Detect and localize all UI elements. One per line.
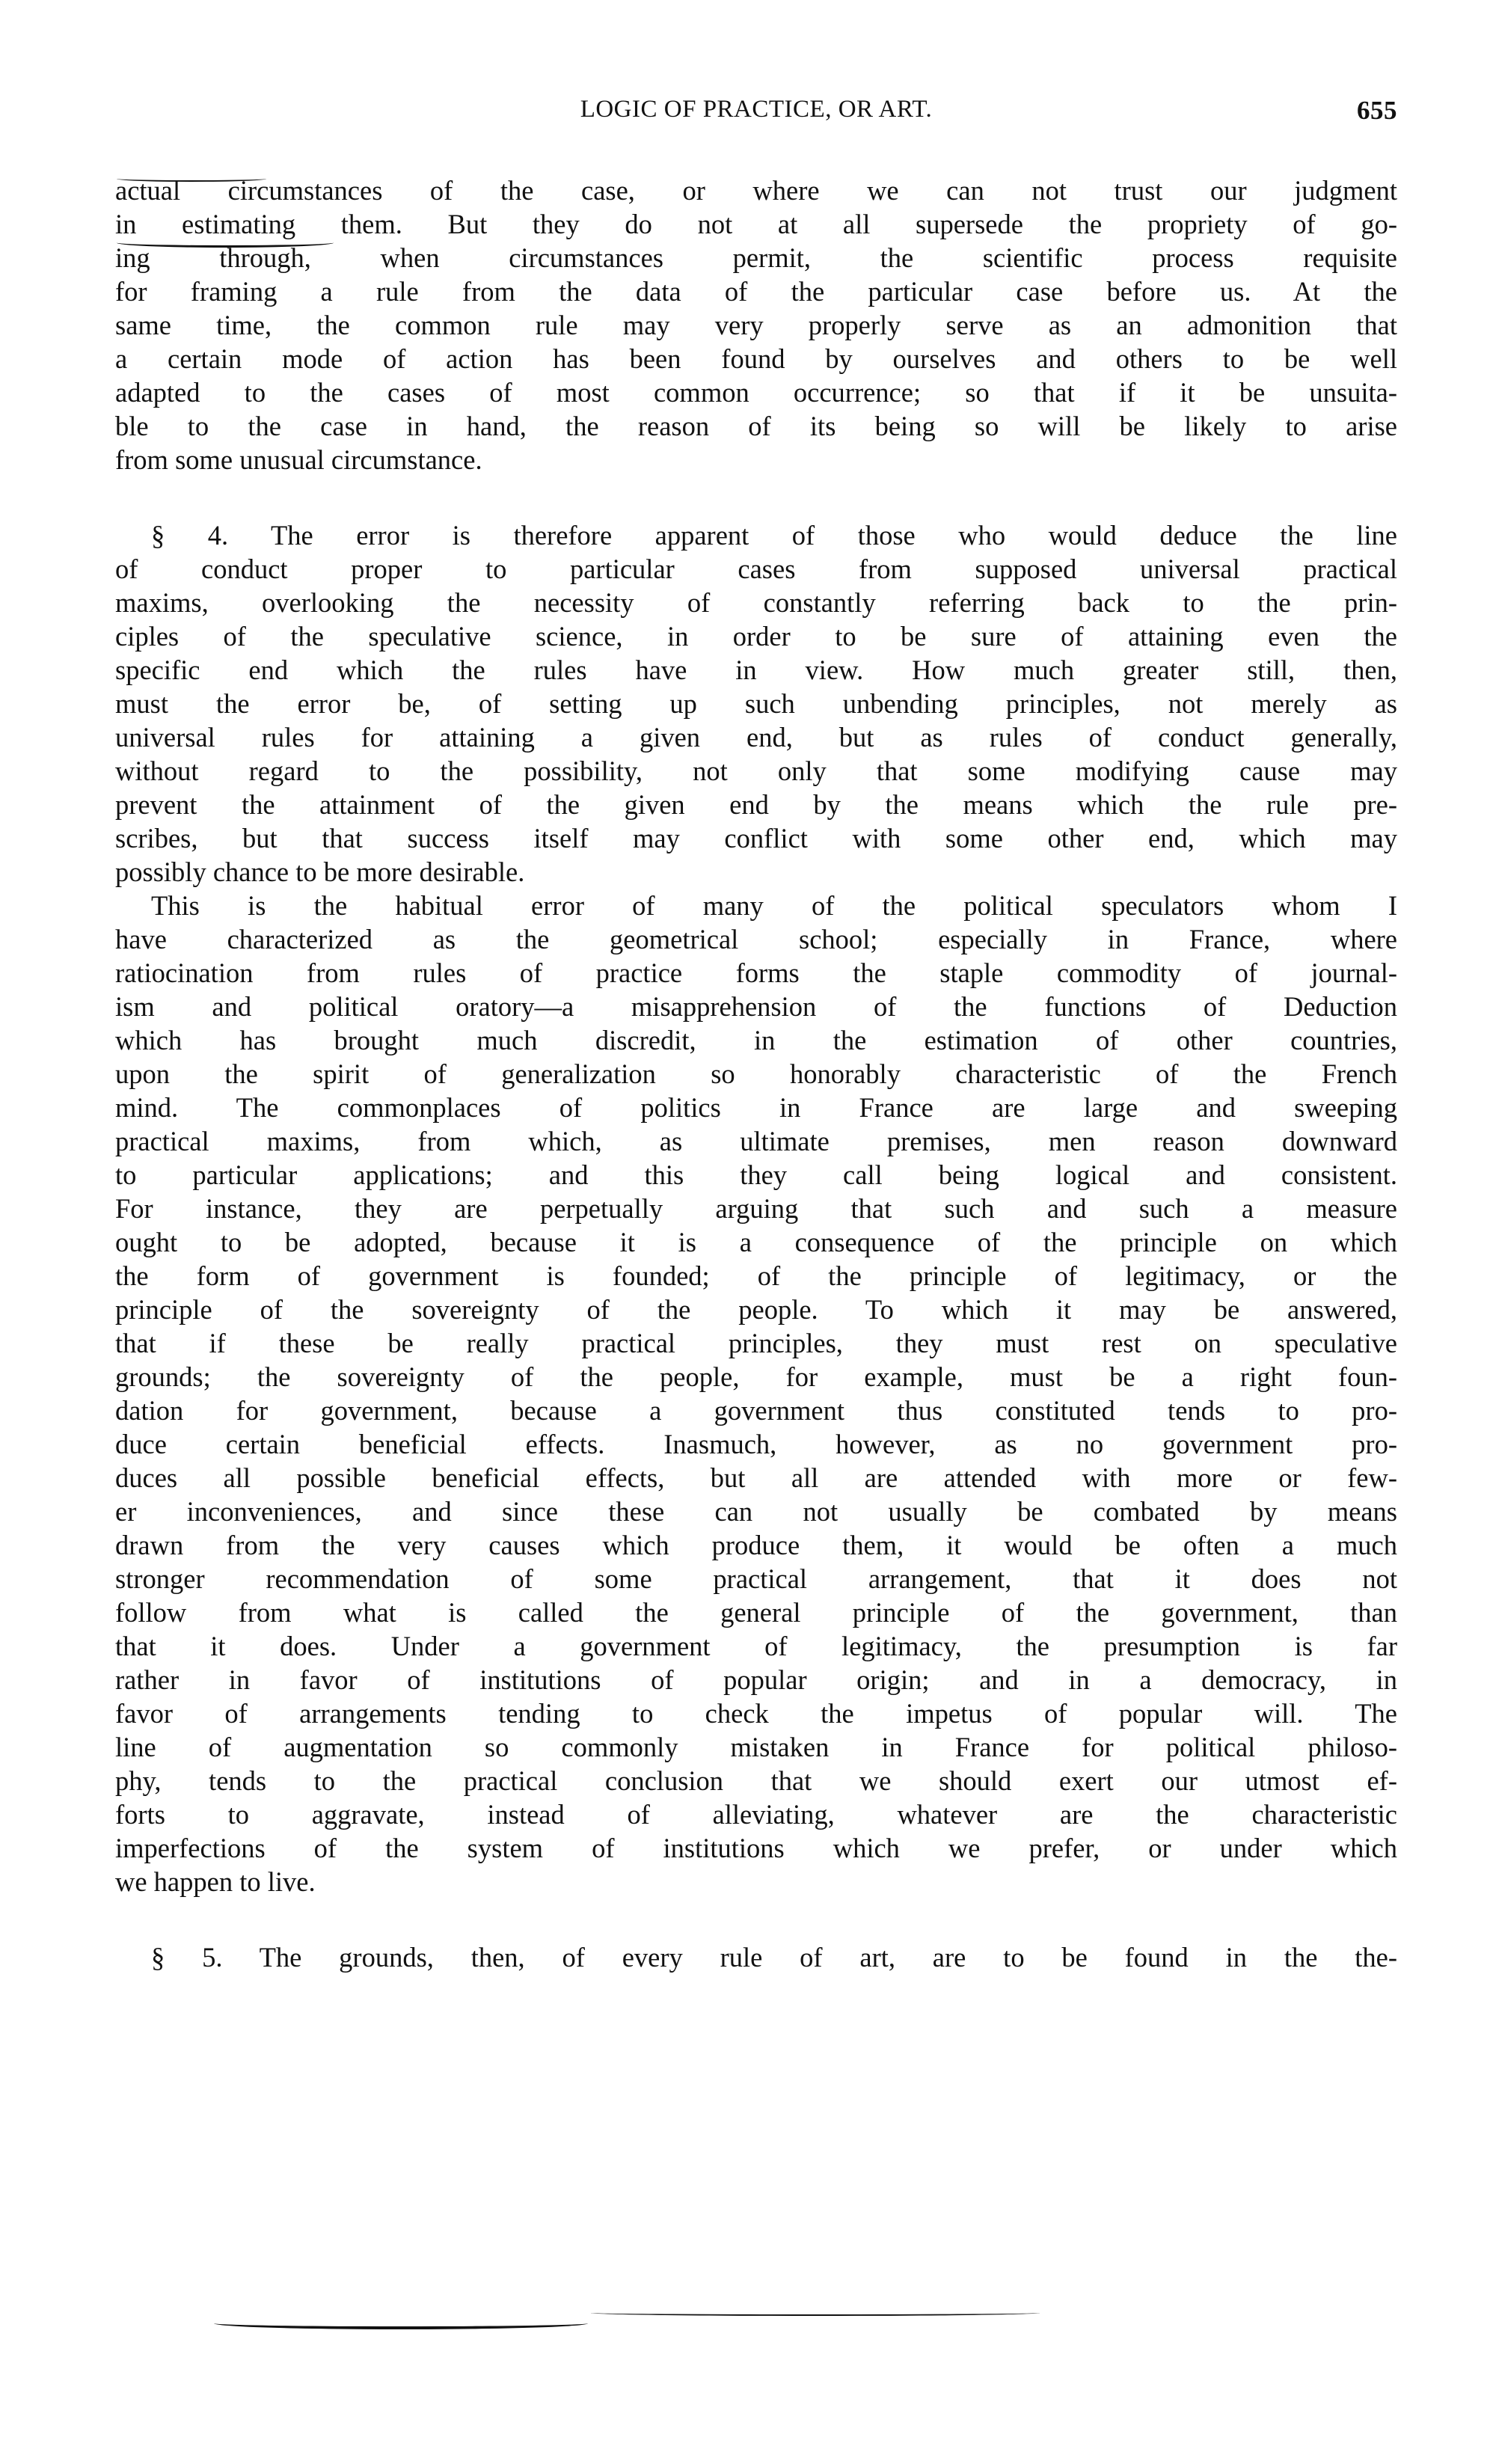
text-line: have characterized as the geometrical school; especially in France, where <box>115 924 1397 954</box>
paragraph <box>115 889 1397 1898</box>
text-line: practical maxims, from which, as ultimate premises, men reason downward <box>115 1126 1397 1156</box>
text-line: universal rules for attaining a given end, but as rules of conduct generally, <box>115 722 1397 753</box>
text-line: This is the habitual error of many of the political speculators whom I <box>151 890 1397 921</box>
text-line: principle of the sovereignty of the people. To which it may be answered, <box>115 1294 1397 1325</box>
text-line: upon the spirit of generalization so honorably characteristic of the French <box>115 1058 1397 1089</box>
text-line: that if these be really practical principles, they must rest on speculative <box>115 1328 1397 1358</box>
text-line: rather in favor of institutions of popular origin; and in a democracy, in <box>115 1664 1397 1695</box>
text-line: to particular applications; and this they call being logical and consistent. <box>115 1159 1397 1190</box>
text-line: drawn from the very causes which produce them, it would be often a much <box>115 1530 1397 1560</box>
text-line: specific end which the rules have in view. How much greater still, then, <box>115 655 1397 685</box>
text-line: For instance, they are perpetually arguing that such and such a measure <box>115 1193 1397 1224</box>
text-line: ing through, when circumstances permit, the scientific process requisite <box>115 242 1397 273</box>
pen-underline-mark <box>117 238 334 248</box>
paragraph-gap <box>115 476 1397 518</box>
page-number: 655 <box>1357 96 1397 125</box>
body-text <box>115 174 1397 1974</box>
text-line: scribes, but that success itself may conflict with some other end, which may <box>115 823 1397 853</box>
text-line: which has brought much discredit, in the estimation of other countries, <box>115 1025 1397 1055</box>
paragraph-gap <box>115 1898 1397 1940</box>
text-line: follow from what is called the general principle of the government, than <box>115 1597 1397 1628</box>
text-line: forts to aggravate, instead of alleviating, whatever are the characteristic <box>115 1799 1397 1830</box>
text-line: in estimating them. But they do not at all supersede the propriety of go- <box>115 209 1397 239</box>
paragraph-section-5 <box>115 1940 1397 1974</box>
text-line: possibly chance to be more desirable. <box>115 856 525 887</box>
text-line: line of augmentation so commonly mistaken in France for political philoso- <box>115 1732 1397 1762</box>
text-line: must the error be, of setting up such unbending principles, not merely as <box>115 688 1397 719</box>
text-line: ble to the case in hand, the reason of its being so will be likely to arise <box>115 411 1397 441</box>
text-line: er inconveniences, and since these can not usually be combated by means <box>115 1496 1397 1527</box>
text-line: phy, tends to the practical conclusion that we should exert our utmost ef- <box>115 1765 1397 1796</box>
text-line: favor of arrangements tending to check the impetus of popular will. The <box>115 1698 1397 1729</box>
text-line: from some unusual circumstance. <box>115 444 482 475</box>
text-line: a certain mode of action has been found by ourselves and others to be well <box>115 343 1397 374</box>
text-line: of conduct proper to particular cases from supposed universal practical <box>115 554 1397 584</box>
text-line: ciples of the speculative science, in order to be sure of attaining even the <box>115 621 1397 652</box>
text-line: same time, the common rule may very properly serve as an admonition that <box>115 310 1397 340</box>
paragraph <box>115 174 1397 476</box>
text-line: without regard to the possibility, not only that some modifying cause may <box>115 756 1397 786</box>
pen-underline-mark <box>591 2310 1040 2316</box>
text-line: ism and political oratory—a misapprehension of the functions of Deduction <box>115 991 1397 1022</box>
section-heading-line: § 5. The grounds, then, of every rule of art, are to be found in the the- <box>151 1942 1397 1973</box>
text-line: stronger recommendation of some practical arrangement, that it does not <box>115 1563 1397 1594</box>
running-title: LOGIC OF PRACTICE, OR ART. <box>580 96 933 123</box>
text-line: ratiocination from rules of practice forms the staple commodity of journal- <box>115 957 1397 988</box>
section-heading-line: § 4. The error is therefore apparent of those who would deduce the line <box>151 520 1397 551</box>
text-line: maxims, overlooking the necessity of constantly referring back to the prin- <box>115 587 1397 618</box>
text-line: ought to be adopted, because it is a consequence of the principle on which <box>115 1227 1397 1257</box>
text-line: actual circumstances of the case, or where we can not trust our judgment <box>115 175 1397 206</box>
text-line: mind. The commonplaces of politics in France are large and sweeping <box>115 1092 1397 1123</box>
text-line: adapted to the cases of most common occurrence; so that if it be unsuita- <box>115 377 1397 408</box>
text-line: duce certain beneficial effects. Inasmuch, however, as no government pro- <box>115 1429 1397 1459</box>
text-line: the form of government is founded; of the principle of legitimacy, or the <box>115 1260 1397 1291</box>
running-head <box>115 96 1397 133</box>
text-line: dation for government, because a government thus constituted tends to pro- <box>115 1395 1397 1426</box>
text-line: grounds; the sovereignty of the people, for example, must be a right foun- <box>115 1361 1397 1392</box>
text-line: duces all possible beneficial effects, but all are attended with more or few- <box>115 1462 1397 1493</box>
paragraph-section-4 <box>115 518 1397 889</box>
text-line: imperfections of the system of institutions which we prefer, or under which <box>115 1833 1397 1863</box>
text-line: for framing a rule from the data of the particular case before us. At the <box>115 276 1397 307</box>
pen-underline-mark <box>214 2317 588 2329</box>
pen-underline-mark <box>117 176 266 182</box>
text-line: prevent the attainment of the given end by the means which the rule pre- <box>115 789 1397 820</box>
text-line: that it does. Under a government of legitimacy, the presumption is far <box>115 1631 1397 1661</box>
text-line: we happen to live. <box>115 1866 316 1897</box>
